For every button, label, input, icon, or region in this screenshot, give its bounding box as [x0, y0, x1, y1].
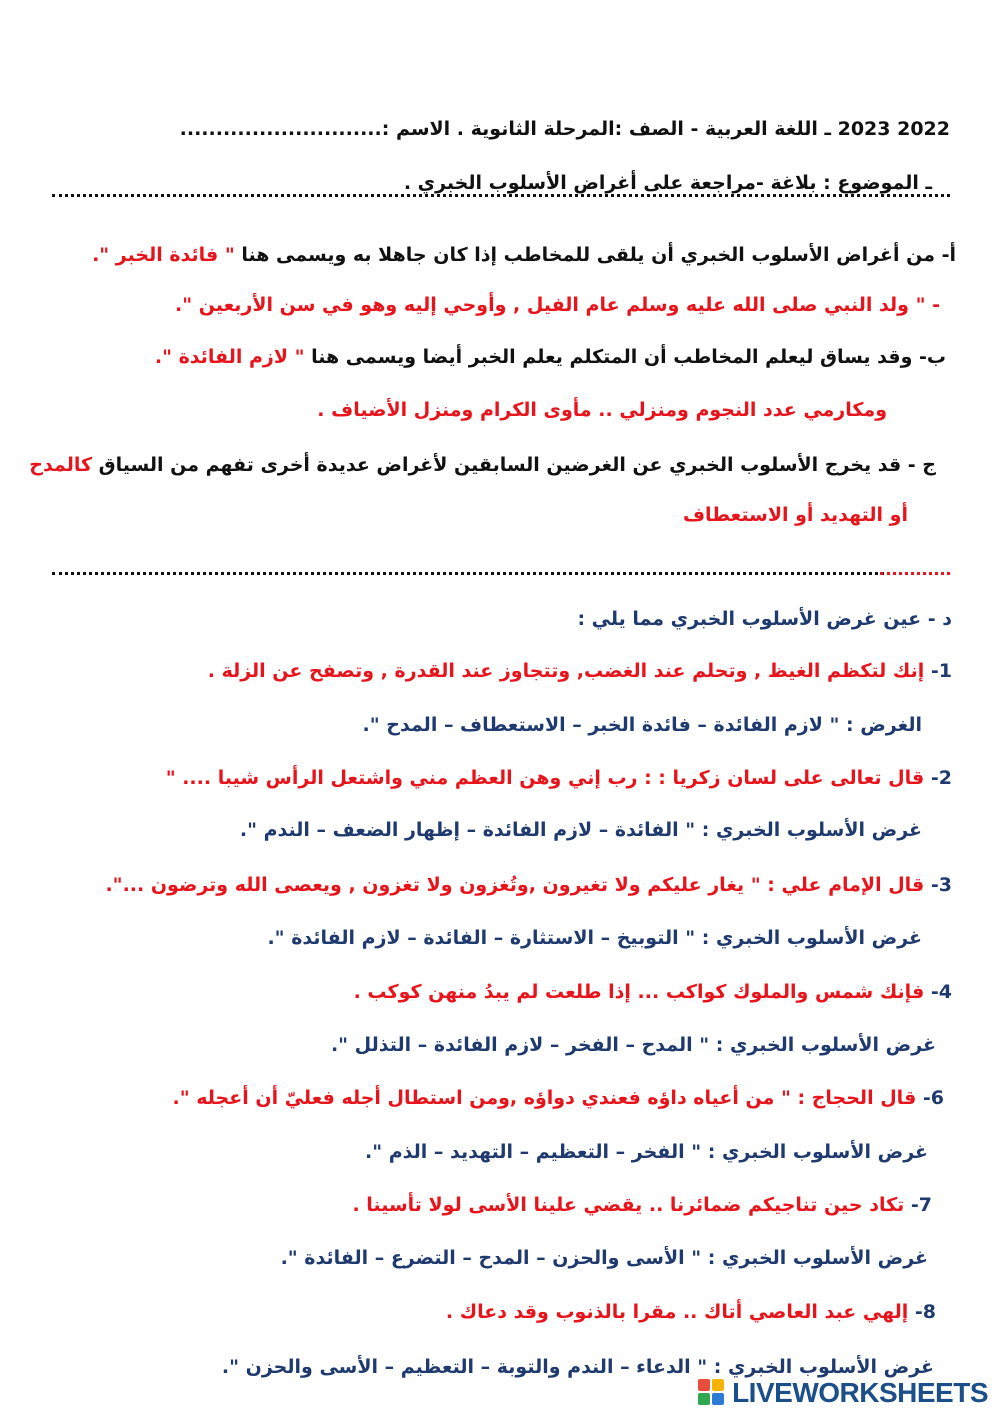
item-options: غرض الأسلوب الخبري : " الفخر – التعظيم – التهديد – الذم ".	[365, 1141, 928, 1163]
exercise-title: د - عين غرض الأسلوب الخبري مما يلي :	[577, 608, 952, 630]
exercise-item	[40, 1083, 944, 1113]
intro-a-example: - " ولد النبي صلى الله عليه وسلم عام الفيل , وأوحي إليه وهو في سن الأربعين ".	[174, 294, 940, 316]
item-number: 8-	[914, 1301, 936, 1323]
intro-a	[40, 240, 956, 270]
item-options: الغرض : " لازم الفائدة – فائدة الخبر – الاستعطاف – المدح ".	[362, 714, 922, 736]
liveworksheets-mark-icon	[698, 1379, 728, 1407]
intro-b-text: ب- وقد يساق ليعلم المخاطب أن المتكلم يعلم الخبر أيضا ويسمى هنا	[304, 346, 946, 368]
divider-1	[52, 194, 950, 197]
intro-c-term1: كالمدح	[29, 454, 93, 476]
item-text: قال الإمام علي : " يغار عليكم ولا تغيرون ,وتُغزون ولا تغزون , ويعصى الله وترضون ...".	[105, 874, 931, 896]
item-options: غرض الأسلوب الخبري : " الفائدة – لازم الفائدة – إظهار الضعف – الندم ".	[239, 819, 922, 841]
divider-2-red	[880, 572, 950, 575]
intro-a-term: " فائدة الخبر ".	[92, 244, 235, 266]
item-number: 4-	[930, 981, 952, 1003]
item-options: غرض الأسلوب الخبري : " الدعاء – الندم والتوبة – التعظيم – الأسى والحزن ".	[221, 1356, 934, 1378]
exercise-item	[40, 870, 952, 900]
intro-c-text: ج - قد يخرج الأسلوب الخبري عن الغرضين السابقين لأغراض عديدة أخرى تفهم من السياق	[92, 454, 936, 476]
header-topic: ـ الموضوع : بلاغة -مراجعة على أغراض الأسلوب الخبري .	[403, 172, 932, 194]
intro-b-example: ومكارمي عدد النجوم ومنزلي .. مأوى الكرام ومنزل الأضياف .	[317, 399, 887, 421]
exercise-item	[40, 656, 952, 686]
item-options: غرض الأسلوب الخبري : " المدح – الفخر – لازم الفائدة – التذلل ".	[330, 1034, 936, 1056]
exercise-item	[40, 977, 952, 1007]
item-text: تكاد حين تناجيكم ضمائرنا .. يقضي علينا الأسى لولا تأسينا .	[352, 1194, 911, 1216]
intro-b-term: " لازم الفائدة ".	[154, 346, 305, 368]
intro-c	[29, 450, 936, 480]
header-line-1: 2022 2023 ـ اللغة العربية - الصف :المرحلة الثانوية . الاسم :............................	[179, 118, 950, 140]
item-text: إلهي عبد العاصي أتاك .. مقرا بالذنوب وقد دعاك .	[445, 1301, 915, 1323]
item-number: 6-	[922, 1087, 944, 1109]
intro-c-term2: أو التهديد أو الاستعطاف	[682, 504, 908, 526]
item-number: 2-	[930, 767, 952, 789]
item-text: إنك لتكظم الغيظ , وتحلم عند الغضب, وتتجاوز عند القدرة , وتصفح عن الزلة .	[207, 660, 931, 682]
intro-b	[40, 342, 946, 372]
item-options: غرض الأسلوب الخبري : " التوبيخ – الاستثارة – الفائدة – لازم الفائدة ".	[267, 927, 922, 949]
exercise-item	[40, 763, 952, 793]
item-text: فإنك شمس والملوك كواكب ... إذا طلعت لم يبدُ منهن كوكب .	[353, 981, 931, 1003]
liveworksheets-logo	[698, 1377, 988, 1409]
item-options: غرض الأسلوب الخبري : " الأسى والحزن – المدح – التضرع – الفائدة ".	[280, 1247, 928, 1269]
item-number: 1-	[930, 660, 952, 682]
item-number: 3-	[930, 874, 952, 896]
exercise-item	[40, 1190, 932, 1220]
item-text: قال الحجاج : " من أعياه داؤه فعندي دواؤه ,ومن استطال أجله فعليّ أن أعجله ".	[172, 1087, 923, 1109]
exercise-item	[40, 1297, 936, 1327]
liveworksheets-wordmark: LIVEWORKSHEETS	[732, 1377, 988, 1408]
item-text: قال تعالى على لسان زكريا : : رب إني وهن العظم مني واشتعل الرأس شيبا .... "	[165, 767, 931, 789]
divider-2	[52, 572, 950, 575]
item-number: 7-	[910, 1194, 932, 1216]
intro-a-text: أ- من أغراض الأسلوب الخبري أن يلقى للمخاطب إذا كان جاهلا به ويسمى هنا	[234, 244, 956, 266]
